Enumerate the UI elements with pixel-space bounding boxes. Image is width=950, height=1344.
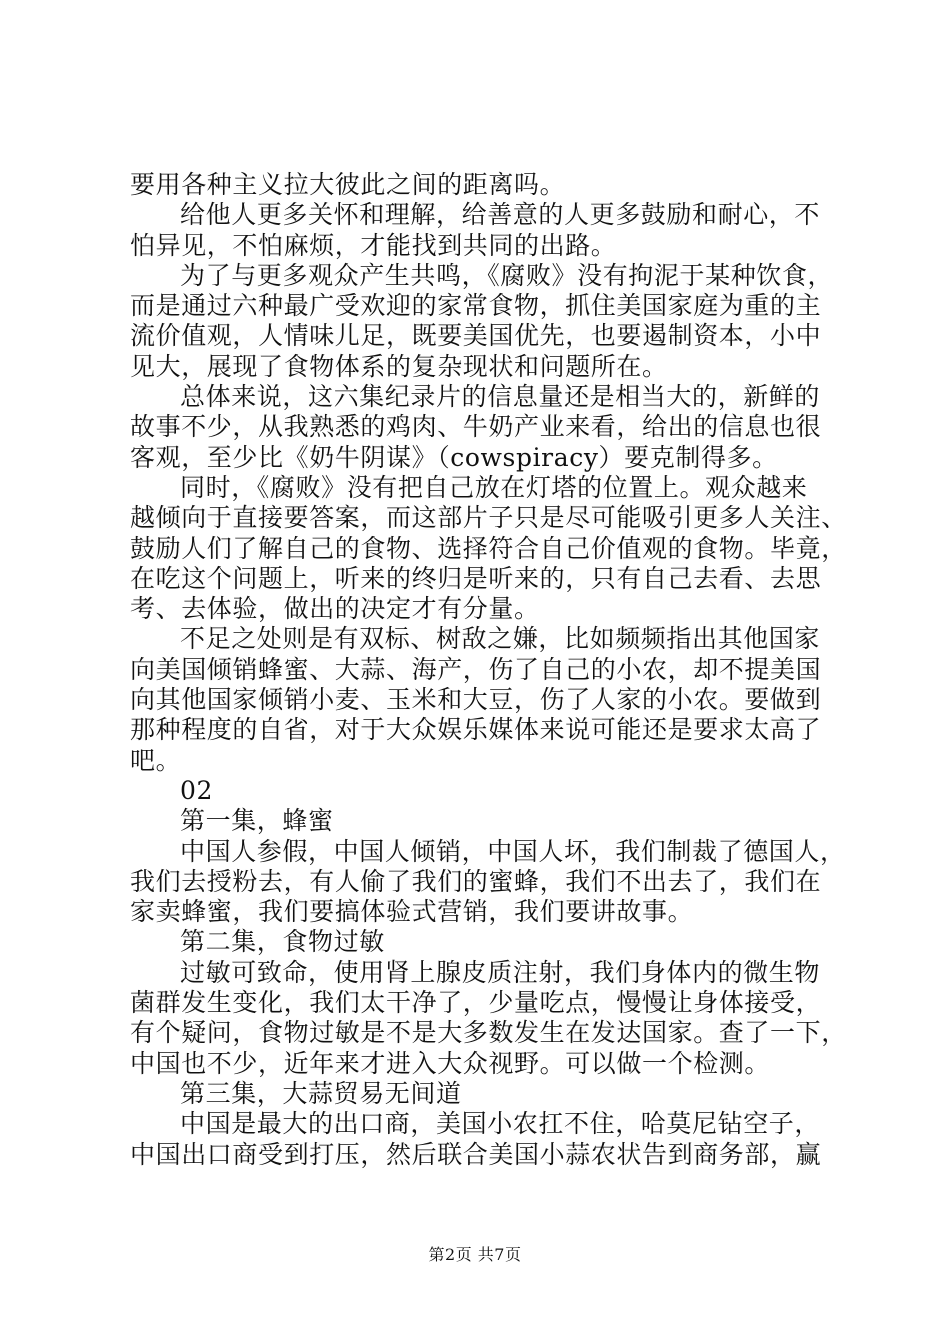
text-line: 鼓励人们了解自己的食物、选择符合自己价值观的食物。毕竟， <box>130 533 847 563</box>
text-line: 故事不少，从我熟悉的鸡肉、牛奶产业来看，给出的信息也很 <box>130 412 822 442</box>
text-line: 第二集，食物过敏 <box>180 927 385 957</box>
text-line: 为了与更多观众产生共鸣，《腐败》没有拘泥于某种饮食， <box>180 260 834 290</box>
text-line: 见大，展现了食物体系的复杂现状和问题所在。 <box>130 351 668 381</box>
text-line: 中国出口商受到打压，然后联合美国小蒜农状告到商务部，赢 <box>130 1139 822 1169</box>
text-line: 菌群发生变化，我们太干净了，少量吃点，慢慢让身体接受， <box>130 988 822 1018</box>
text-line: 要用各种主义拉大彼此之间的距离吗。 <box>130 170 566 199</box>
text-line: 怕异见，不怕麻烦，才能找到共同的出路。 <box>130 230 617 260</box>
text-line: 在吃这个问题上，听来的终归是听来的，只有自己去看、去思 <box>130 563 822 593</box>
text-line: 中国人参假，中国人倾销，中国人坏，我们制裁了德国人， <box>180 836 846 866</box>
text-line: 向美国倾销蜂蜜、大蒜、海产，伤了自己的小农，却不提美国 <box>130 654 822 684</box>
text-line: 第三集，大蒜贸易无间道 <box>180 1078 462 1108</box>
text-line: 那种程度的自省，对于大众娱乐媒体来说可能还是要求太高了 <box>130 715 822 745</box>
text-line: 总体来说，这六集纪录片的信息量还是相当大的，新鲜的 <box>180 382 821 412</box>
text-line: 给他人更多关怀和理解，给善意的人更多鼓励和耐心，不 <box>180 200 821 230</box>
text-line: 中国是最大的出口商，美国小农扛不住，哈莫尼钻空子， <box>180 1109 821 1139</box>
text-line: 越倾向于直接要答案，而这部片子只是尽可能吸引更多人关注、 <box>130 503 847 533</box>
text-line: 有个疑问，食物过敏是不是大多数发生在发达国家。查了一下， <box>130 1018 847 1048</box>
text-line: 家卖蜂蜜，我们要搞体验式营销，我们要讲故事。 <box>130 897 694 927</box>
page-footer: 第2页 共7页 <box>428 1245 522 1264</box>
text-line: 中国也不少，近年来才进入大众视野。可以做一个检测。 <box>130 1048 771 1078</box>
text-line: 同时，《腐败》没有把自己放在灯塔的位置上。观众越来 <box>180 472 808 502</box>
text-line: 考、去体验，做出的决定才有分量。 <box>130 594 540 624</box>
text-line: 流价值观，人情味儿足，既要美国优先，也要遏制资本，小中 <box>130 321 822 351</box>
text-line: 而是通过六种最广受欢迎的家常食物，抓住美国家庭为重的主 <box>130 291 822 321</box>
text-line: 吧。 <box>130 745 182 775</box>
text-line: 向其他国家倾销小麦、玉米和大豆，伤了人家的小农。要做到 <box>130 685 822 715</box>
text-line: 我们去授粉去，有人偷了我们的蜜蜂，我们不出去了，我们在 <box>130 866 822 896</box>
text-line: 过敏可致命，使用肾上腺皮质注射，我们身体内的微生物 <box>180 957 821 987</box>
text-line: 不足之处则是有双标、树敌之嫌，比如频频指出其他国家 <box>180 624 821 654</box>
text-line: 第一集，蜂蜜 <box>180 806 334 836</box>
text-line: 02 <box>180 775 214 805</box>
text-line: 客观，至少比《奶牛阴谋》（cowspiracy）要克制得多。 <box>130 442 778 472</box>
document-body <box>130 170 847 1170</box>
